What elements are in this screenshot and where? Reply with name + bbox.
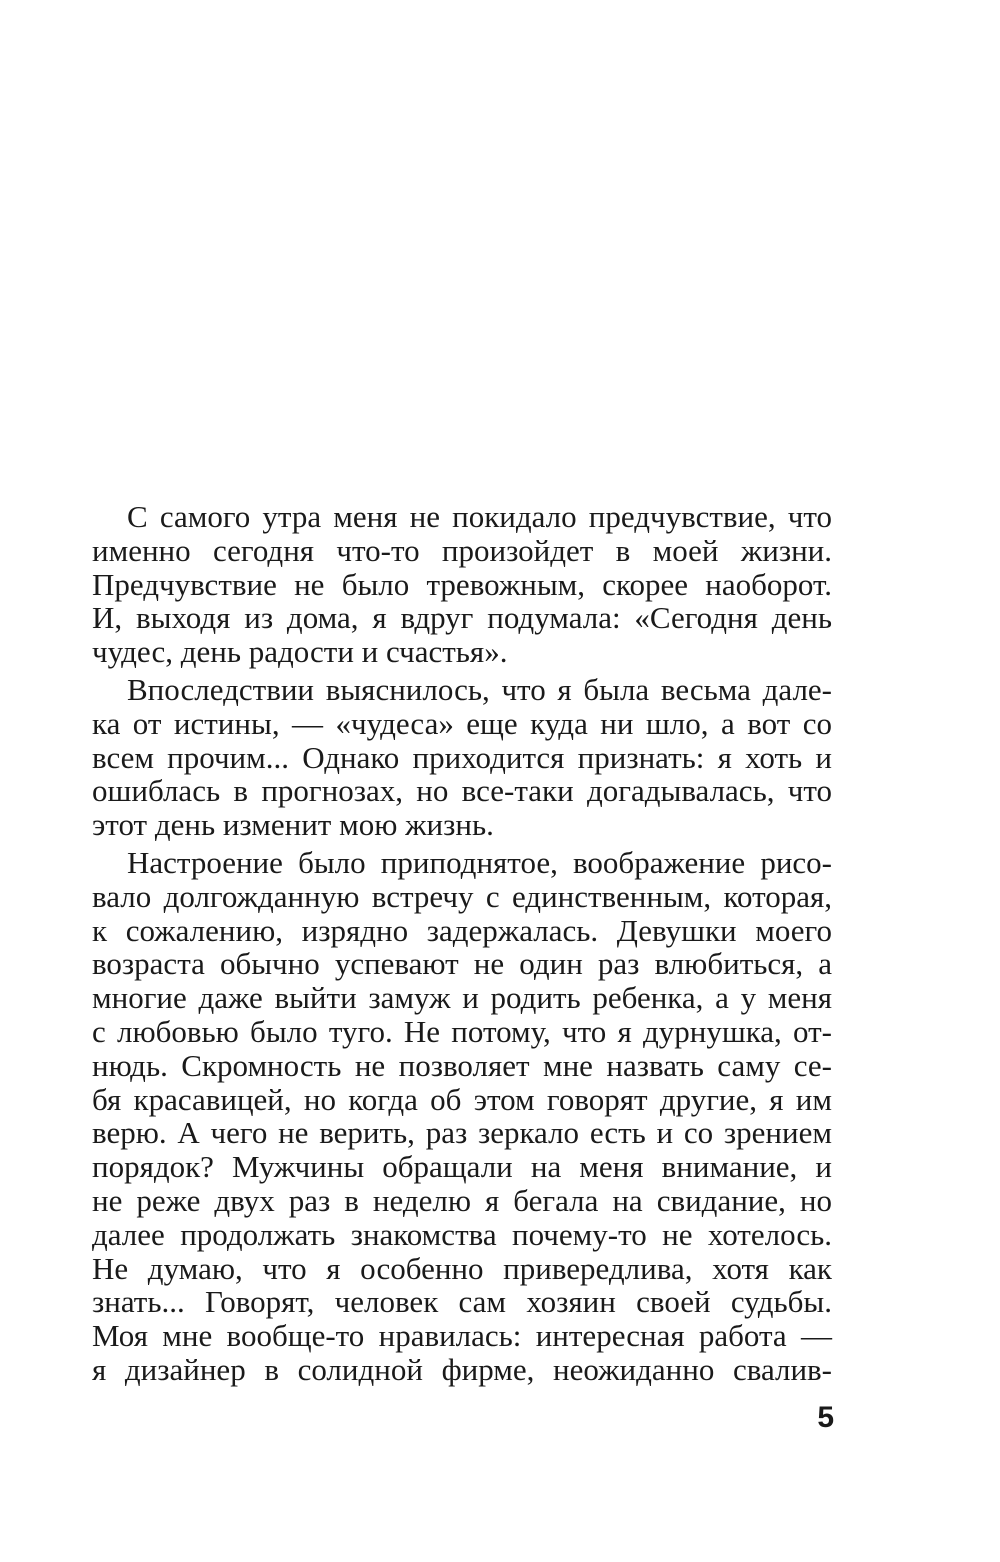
text-line: Не думаю, что я особенно привередлива, хотя как — [92, 1250, 832, 1286]
text-line: бя красавицей, но когда об этом говорят другие, я им — [92, 1081, 832, 1117]
text-line: многие даже выйти замуж и родить ребенка, а у меня — [92, 980, 832, 1016]
text-line: ка от истины, — «чудеса» еще куда ни шло, а вот со — [92, 705, 832, 741]
text-line: с любовью было туго. Не потому, что я дурнушка, от- — [92, 1013, 832, 1049]
text-line: возраста обычно успевают не один раз влюбиться, а — [92, 946, 832, 982]
text-line: порядок? Мужчины обращали на меня внимание, и — [92, 1149, 832, 1185]
text-line: Впоследствии выяснилось, что я была весьма дале- — [127, 671, 832, 707]
text-line: всем прочим... Однако приходится признать: я хоть и — [92, 739, 832, 775]
text-line: Настроение было приподнятое, воображение рисо- — [127, 844, 832, 880]
text-line: Моя мне вообще-то нравилась: интересная работа — — [92, 1318, 832, 1354]
paragraph-3 — [92, 846, 832, 1387]
text-line: к сожалению, изрядно задержалась. Девушки моего — [92, 912, 832, 948]
text-line: С самого утра меня не покидало предчувствие, что — [127, 499, 832, 534]
text-line: не реже двух раз в неделю я бегала на свидание, но — [92, 1182, 832, 1218]
page-number: 5 — [817, 1401, 834, 1434]
paragraph-2 — [92, 673, 832, 842]
text-line: нюдь. Скромность не позволяет мне назвать саму се- — [92, 1047, 832, 1083]
text-line: я дизайнер в солидной фирме, неожиданно свалив- — [92, 1351, 832, 1387]
paragraph-1 — [92, 500, 832, 669]
text-line: верю. А чего не верить, раз зеркало есть и со зрением — [92, 1115, 832, 1151]
page-body-text — [92, 500, 832, 1391]
text-line: далее продолжать знакомства почему-то не хотелось. — [92, 1216, 832, 1252]
text-line: ошиблась в прогнозах, но все-таки догадывалась, что — [92, 773, 832, 809]
text-line: вало долгожданную встречу с единственным, которая, — [92, 878, 832, 914]
text-line: И, выходя из дома, я вдруг подумала: «Сегодня день — [92, 600, 832, 636]
text-line: именно сегодня что-то произойдет в моей жизни. — [92, 532, 832, 568]
text-line: этот день изменит мою жизнь. — [92, 807, 494, 843]
text-line: Предчувствие не было тревожным, скорее наоборот. — [92, 566, 832, 602]
text-line: чудес, день радости и счастья». — [92, 634, 508, 670]
text-line: знать... Говорят, человек сам хозяин своей судьбы. — [92, 1284, 832, 1320]
